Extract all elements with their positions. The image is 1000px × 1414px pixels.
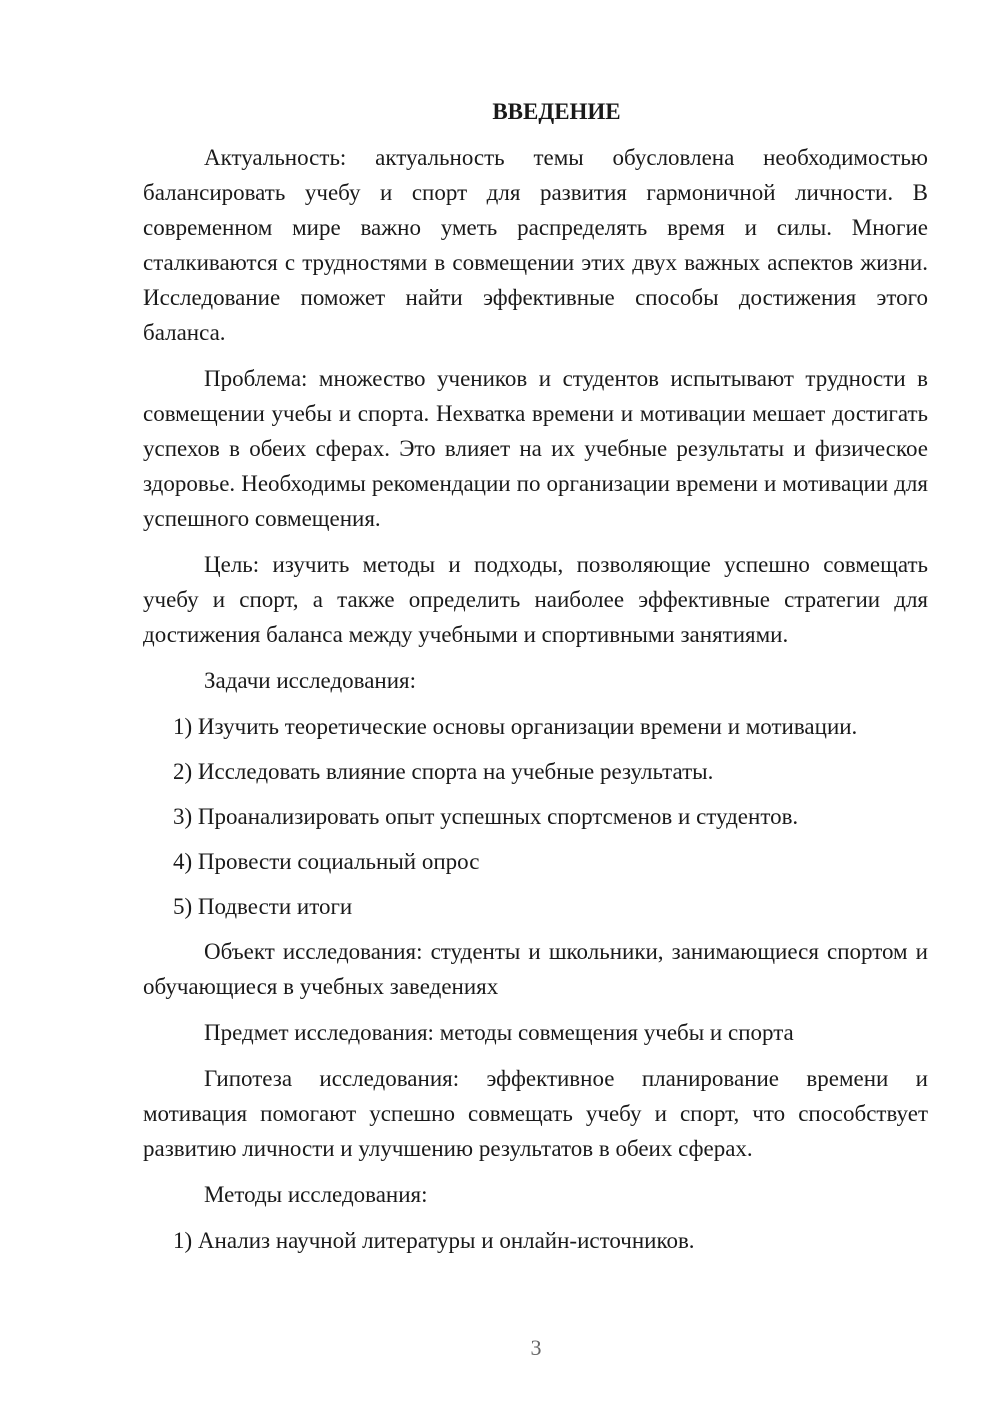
list-item: 1) Анализ научной литературы и онлайн-источников. [173, 1228, 695, 1253]
methods-list [143, 1223, 928, 1258]
goal-paragraph: Цель: изучить методы и подходы, позволяющие успешно совмещать учебу и спорт, а также определить наиболее эффективные стратегии для достижения баланса между учебными и спортивными занятиями. [143, 552, 928, 647]
problem-paragraph: Проблема: множество учеников и студентов испытывают трудности в совмещении учебы и спорта. Нехватка времени и мотивации мешает достигать успехов в обеих сферах. Это влияет на их учебные результаты и физическое здоровье. Необходимы рекомендации по организации времени и мотивации для успешного совмещения. [143, 366, 928, 531]
list-item: 1) Изучить теоретические основы организации времени и мотивации. [173, 714, 858, 739]
list-item: 2) Исследовать влияние спорта на учебные результаты. [173, 759, 714, 784]
section-title: ВВЕДЕНИЕ [492, 99, 621, 124]
tasks-list [143, 709, 928, 924]
page-number: 3 [530, 1335, 542, 1360]
list-item: 5) Подвести итоги [173, 894, 353, 919]
list-item: 3) Проанализировать опыт успешных спортсменов и студентов. [173, 804, 799, 829]
methods-heading: Методы исследования: [204, 1182, 428, 1207]
subject-paragraph: Предмет исследования: методы совмещения учебы и спорта [204, 1020, 794, 1045]
tasks-heading: Задачи исследования: [204, 668, 417, 693]
list-item: 4) Провести социальный опрос [173, 849, 480, 874]
hypothesis-paragraph: Гипотеза исследования: эффективное планирование времени и мотивация помогают успешно совмещать учебу и спорт, что способствует развитию личности и улучшению результатов в обеих сферах. [143, 1066, 928, 1161]
relevance-paragraph: Актуальность: актуальность темы обусловлена необходимостью балансировать учебу и спорт для развития гармоничной личности. В современном мире важно уметь распределять время и силы. Многие сталкиваются с трудностями в совмещении этих двух важных аспектов жизни. Исследование поможет найти эффективные способы достижения этого баланса. [143, 145, 928, 345]
object-paragraph: Объект исследования: студенты и школьники, занимающиеся спортом и обучающиеся в учебных заведениях [143, 939, 928, 999]
